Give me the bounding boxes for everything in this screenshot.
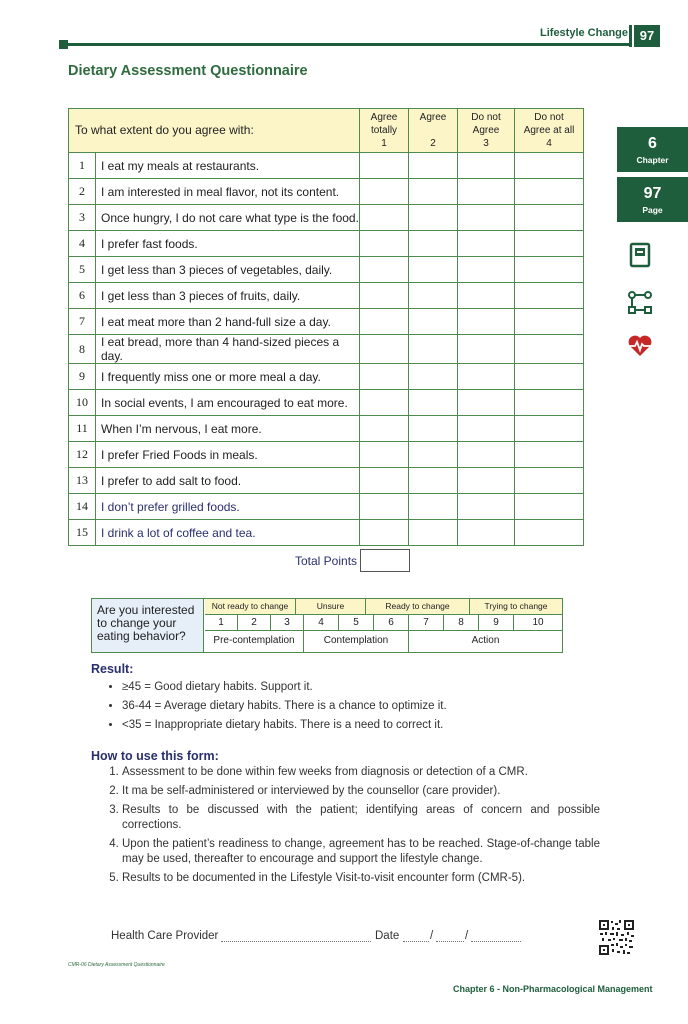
sidebar-chapter-label: Chapter (636, 155, 669, 165)
total-points-box[interactable] (360, 549, 410, 572)
answer-cell[interactable] (409, 231, 458, 257)
row-statement: I drink a lot of coffee and tea. (96, 520, 360, 546)
table-row (69, 468, 584, 494)
stage-header: Unsure (296, 599, 366, 615)
result-item: • 36-44 = Average dietary habits. There is a chance to optimize it. (122, 697, 447, 716)
stage-header: Trying to change (470, 599, 562, 615)
column-do-not-agree-at-all: Do not Agree at all 4 (515, 109, 584, 153)
answer-cell[interactable] (360, 283, 409, 309)
answer-cell[interactable] (458, 179, 515, 205)
answer-cell[interactable] (515, 309, 584, 335)
footer-chapter: Chapter 6 - Non-Pharmacological Management (453, 984, 653, 994)
answer-cell[interactable] (360, 257, 409, 283)
row-number: 6 (69, 283, 96, 309)
how-to-use-item: 4. Upon the patient’s readiness to change, agreement has to be reached. Stage-of-change table may be used, thereafter to encourage and support the lifestyle change. (122, 837, 600, 867)
stage-scale-value[interactable]: 2 (238, 615, 271, 631)
column-do-not-agree: Do not Agree 3 (458, 109, 515, 153)
answer-cell[interactable] (409, 257, 458, 283)
answer-cell[interactable] (360, 205, 409, 231)
date-year-line[interactable] (471, 940, 521, 942)
how-to-use-item: 3. Results to be discussed with the patient; identifying areas of concern and possible corrections. (122, 803, 600, 833)
column-agree-totally: Agree totally 1 (360, 109, 409, 153)
answer-cell[interactable] (360, 364, 409, 390)
answer-cell[interactable] (360, 442, 409, 468)
answer-cell[interactable] (409, 468, 458, 494)
date-separator: / (430, 930, 434, 942)
table-row (69, 442, 584, 468)
answer-cell[interactable] (409, 364, 458, 390)
header-separator (629, 25, 632, 47)
header-page-number: 97 (634, 25, 660, 47)
heart-pulse-icon[interactable] (627, 332, 653, 358)
stage-question: Are you interested to change your eating behavior? (92, 599, 204, 652)
stage-header: Not ready to change (205, 599, 296, 615)
table-row (69, 390, 584, 416)
answer-cell[interactable] (360, 416, 409, 442)
row-number: 10 (69, 390, 96, 416)
row-statement: In social events, I am encouraged to eat more. (96, 390, 360, 416)
answer-cell[interactable] (458, 494, 515, 520)
how-to-use-item: 5. Results to be documented in the Lifestyle Visit-to-visit encounter form (CMR-5). (122, 871, 600, 886)
how-to-use-item: 1. Assessment to be done within few weeks from diagnosis or detection of a CMR. (122, 765, 600, 780)
answer-cell[interactable] (515, 335, 584, 364)
answer-cell[interactable] (360, 335, 409, 364)
answer-cell[interactable] (409, 390, 458, 416)
stage-header-row (205, 599, 562, 615)
answer-cell[interactable] (458, 520, 515, 546)
date-day-line[interactable] (403, 940, 429, 942)
answer-cell[interactable] (458, 335, 515, 364)
table-row (69, 309, 584, 335)
table-row (69, 231, 584, 257)
stage-name: Pre-contemplation (205, 631, 304, 652)
row-number: 2 (69, 179, 96, 205)
answer-cell[interactable] (458, 442, 515, 468)
answer-cell[interactable] (409, 442, 458, 468)
row-statement: I prefer to add salt to food. (96, 468, 360, 494)
answer-cell[interactable] (458, 205, 515, 231)
stage-scale-value[interactable]: 5 (339, 615, 374, 631)
date-label: Date (375, 930, 400, 942)
provider-signature-line[interactable] (221, 940, 371, 942)
sidebar-page-label: Page (642, 205, 663, 215)
answer-cell[interactable] (409, 416, 458, 442)
row-statement: When I’m nervous, I eat more. (96, 416, 360, 442)
answer-cell[interactable] (458, 283, 515, 309)
table-row (69, 283, 584, 309)
stage-scale-row (205, 615, 562, 631)
how-to-use-heading: How to use this form: (91, 749, 219, 763)
answer-cell[interactable] (515, 179, 584, 205)
stage-grid (205, 599, 562, 652)
stage-scale-value[interactable]: 10 (514, 615, 562, 631)
answer-cell[interactable] (360, 231, 409, 257)
answer-cell[interactable] (515, 520, 584, 546)
table-row (69, 364, 584, 390)
answer-cell[interactable] (515, 257, 584, 283)
answer-cell[interactable] (409, 283, 458, 309)
answer-cell[interactable] (458, 390, 515, 416)
row-number: 1 (69, 153, 96, 179)
questionnaire-table (68, 108, 584, 546)
row-number: 14 (69, 494, 96, 520)
date-month-line[interactable] (436, 940, 464, 942)
sidebar-page-tab[interactable] (617, 177, 688, 222)
total-points-label: Total Points (295, 554, 358, 568)
stage-header: Ready to change (366, 599, 470, 615)
answer-cell[interactable] (360, 468, 409, 494)
answer-cell[interactable] (515, 390, 584, 416)
row-number: 11 (69, 416, 96, 442)
header-section-title: Lifestyle Change (540, 27, 629, 39)
row-statement: I am interested in meal flavor, not its content. (96, 179, 360, 205)
sidebar-chapter-tab[interactable] (617, 127, 688, 172)
answer-cell[interactable] (515, 468, 584, 494)
answer-cell[interactable] (458, 468, 515, 494)
table-row (69, 416, 584, 442)
answer-cell[interactable] (458, 257, 515, 283)
questionnaire-lead: To what extent do you agree with: (69, 109, 360, 153)
answer-cell[interactable] (360, 520, 409, 546)
row-number: 15 (69, 520, 96, 546)
answer-cell[interactable] (360, 179, 409, 205)
stage-scale-value[interactable]: 8 (444, 615, 479, 631)
row-statement: I prefer fast foods. (96, 231, 360, 257)
row-statement: I don’t prefer grilled foods. (96, 494, 360, 520)
stage-scale-value[interactable]: 9 (479, 615, 514, 631)
row-statement: Once hungry, I do not care what type is the food. (96, 205, 360, 231)
header-rule (60, 43, 630, 46)
stage-name-row (205, 631, 562, 652)
result-heading: Result: (91, 662, 134, 676)
answer-cell[interactable] (409, 179, 458, 205)
form-code: CMR-06 Dietary Assessment Questionnaire (68, 962, 165, 968)
answer-cell[interactable] (515, 153, 584, 179)
answer-cell[interactable] (515, 364, 584, 390)
row-statement: I get less than 3 pieces of vegetables, daily. (96, 257, 360, 283)
row-number: 5 (69, 257, 96, 283)
row-number: 7 (69, 309, 96, 335)
flowchart-icon[interactable] (627, 290, 653, 316)
how-to-use-list (106, 765, 600, 890)
answer-cell[interactable] (409, 494, 458, 520)
table-row (69, 153, 584, 179)
answer-cell[interactable] (409, 153, 458, 179)
answer-cell[interactable] (360, 153, 409, 179)
row-statement: I frequently miss one or more meal a day. (96, 364, 360, 390)
answer-cell[interactable] (409, 205, 458, 231)
row-statement: I get less than 3 pieces of fruits, daily. (96, 283, 360, 309)
questionnaire-header-row (69, 109, 584, 153)
answer-cell[interactable] (515, 442, 584, 468)
questionnaire-body (69, 153, 584, 546)
how-to-use-item: 2. It ma be self-administered or interviewed by the counsellor (care provider). (122, 784, 600, 799)
answer-cell[interactable] (515, 231, 584, 257)
table-row (69, 205, 584, 231)
sidebar-chapter-number: 6 (648, 135, 657, 152)
stage-scale-value[interactable]: 3 (271, 615, 304, 631)
provider-label: Health Care Provider (111, 930, 219, 942)
answer-cell[interactable] (515, 205, 584, 231)
row-number: 9 (69, 364, 96, 390)
stage-scale-value[interactable]: 4 (304, 615, 339, 631)
stage-name: Action (471, 635, 500, 646)
answer-cell[interactable] (458, 231, 515, 257)
stage-scale-value[interactable]: 1 (205, 615, 238, 631)
table-row (69, 494, 584, 520)
table-row (69, 179, 584, 205)
book-icon[interactable] (627, 242, 653, 268)
result-list (108, 678, 447, 735)
answer-cell[interactable] (409, 335, 458, 364)
row-statement: I prefer Fried Foods in meals. (96, 442, 360, 468)
stage-name: Contemplation (304, 631, 409, 652)
stage-scale-value[interactable]: 7 (409, 615, 444, 631)
row-statement: I eat my meals at restaurants. (96, 153, 360, 179)
answer-cell[interactable] (409, 309, 458, 335)
answer-cell[interactable] (360, 494, 409, 520)
table-row (69, 335, 584, 364)
answer-cell[interactable] (458, 153, 515, 179)
date-separator: / (465, 930, 469, 942)
table-row (69, 520, 584, 546)
answer-cell[interactable] (515, 416, 584, 442)
table-row (69, 257, 584, 283)
answer-cell[interactable] (458, 416, 515, 442)
row-number: 4 (69, 231, 96, 257)
answer-cell[interactable] (360, 309, 409, 335)
answer-cell[interactable] (515, 494, 584, 520)
page-title: Dietary Assessment Questionnaire (68, 63, 308, 79)
result-item: • ≥45 = Good dietary habits. Support it. (122, 678, 447, 697)
column-agree: Agree 2 (409, 109, 458, 153)
answer-cell[interactable] (515, 283, 584, 309)
qr-code-icon (598, 919, 635, 956)
stage-of-change-table (91, 598, 563, 653)
sidebar-page-number: 97 (643, 185, 662, 202)
answer-cell[interactable] (458, 364, 515, 390)
row-number: 8 (69, 335, 96, 364)
row-number: 12 (69, 442, 96, 468)
stage-scale-value[interactable]: 6 (374, 615, 409, 631)
answer-cell[interactable] (409, 520, 458, 546)
row-statement: I eat bread, more than 4 hand-sized pieces a day. (96, 335, 360, 364)
answer-cell[interactable] (360, 390, 409, 416)
answer-cell[interactable] (458, 309, 515, 335)
row-statement: I eat meat more than 2 hand-full size a day. (96, 309, 360, 335)
result-item: • <35 = Inappropriate dietary habits. There is a need to correct it. (122, 716, 447, 735)
row-number: 13 (69, 468, 96, 494)
row-number: 3 (69, 205, 96, 231)
